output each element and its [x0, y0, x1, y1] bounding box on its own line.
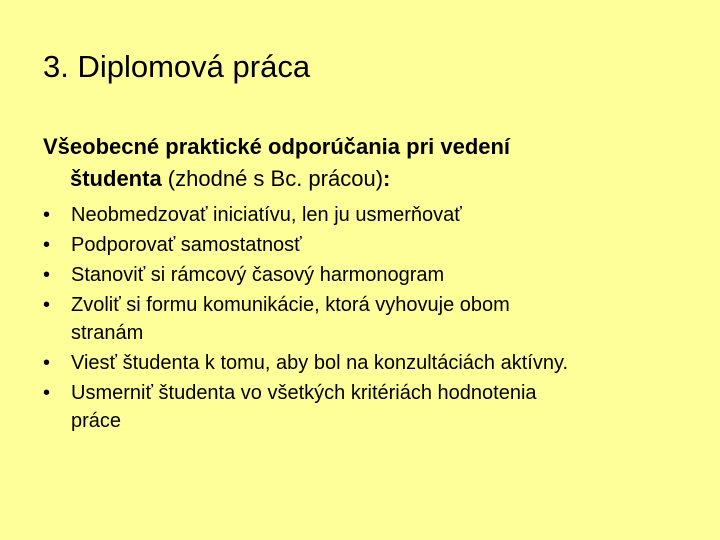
bullet-icon: • — [43, 204, 51, 226]
bullet-icon: • — [43, 352, 51, 374]
list-item-text-continued: stranám — [71, 322, 144, 344]
list-item-text-continued: práce — [71, 410, 122, 432]
intro-colon: : — [383, 166, 391, 191]
intro-bold-line1: Všeobecné praktické odporúčania pri vedení — [43, 134, 511, 159]
intro-normal-text: (zhodné s Bc. prácou) — [161, 166, 384, 191]
list-item-text: Usmerniť študenta vo všetkých kritériách hodnotenia — [71, 382, 537, 404]
bullet-list — [43, 201, 703, 437]
bullet-icon: • — [43, 294, 51, 316]
list-item-text: Zvoliť si formu komunikácie, ktorá vyhovuje obom — [71, 294, 510, 316]
intro-line2 — [43, 163, 683, 195]
list-item-text: Neobmedzovať iniciatívu, len ju usmerňovať — [71, 204, 462, 226]
list-item — [43, 201, 703, 229]
list-item — [43, 231, 703, 259]
list-item — [43, 349, 703, 377]
slide-title: 3. Diplomová práca — [43, 49, 311, 84]
list-item — [43, 291, 703, 347]
list-item-text: Podporovať samostatnosť — [71, 234, 302, 256]
list-item-text: Stanoviť si rámcový časový harmonogram — [71, 264, 445, 286]
intro-bold-line2: študenta — [70, 166, 162, 191]
bullet-icon: • — [43, 264, 51, 286]
list-item-text: Viesť študenta k tomu, aby bol na konzultáciách aktívny. — [71, 352, 569, 374]
intro-paragraph — [43, 131, 683, 195]
list-item — [43, 379, 703, 435]
bullet-icon: • — [43, 382, 51, 404]
bullet-icon: • — [43, 234, 51, 256]
list-item — [43, 261, 703, 289]
